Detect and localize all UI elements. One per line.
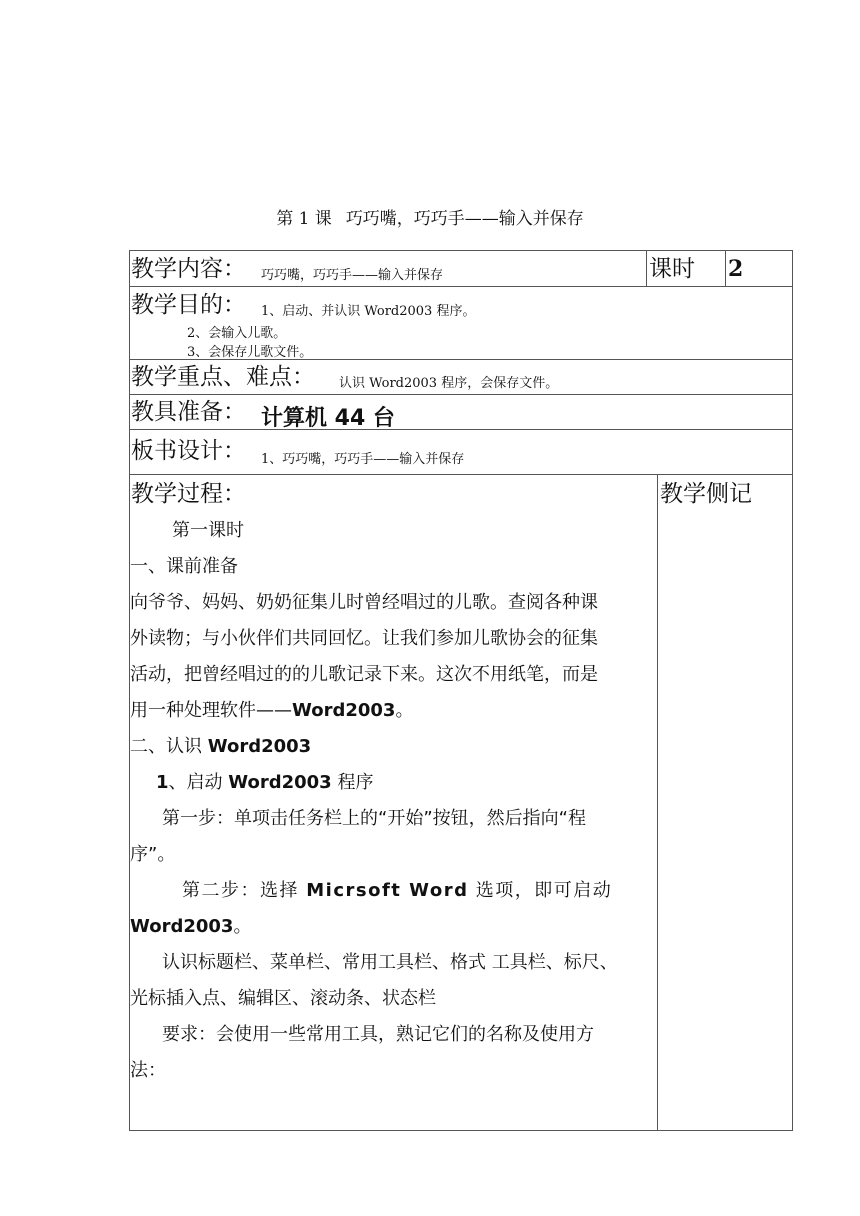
objectives-label: 教学目的： <box>131 292 246 318</box>
equipment-row <box>130 395 792 430</box>
objective-item: 3、会保存儿歌文件。 <box>187 345 313 360</box>
process-label: 教学过程： <box>131 481 246 507</box>
text-run: 用一种处理软件—— <box>130 700 292 721</box>
equipment-label: 教具准备： <box>131 399 246 425</box>
paragraph-line: 认识标题栏、菜单栏、常用工具栏、格式 工具栏、标尺、 <box>162 952 618 973</box>
side-notes-label: 教学侧记 <box>660 481 752 507</box>
lesson-title <box>0 204 860 229</box>
key-points-label: 教学重点、难点： <box>131 364 315 390</box>
objective-item: 2、会输入儿歌。 <box>187 326 287 341</box>
content-value: 巧巧嘴，巧巧手——输入并保存 <box>261 268 444 283</box>
paragraph-line: 向爷爷、妈妈、奶奶征集儿时曾经唱过的儿歌。查阅各种课 <box>130 592 598 613</box>
objective-item: 1、启动、并认识 Word2003 程序。 <box>261 304 476 319</box>
paragraph-line <box>130 693 657 729</box>
text-run: 第二步：选择 <box>182 880 307 901</box>
paragraph-line: 法： <box>130 1060 166 1081</box>
text-run: Word2003 <box>228 772 332 793</box>
key-points-value: 认识 Word2003 程序，会保存文件。 <box>339 376 559 391</box>
text-run: Word2003 <box>207 736 312 757</box>
hours-value: 2 <box>728 256 744 282</box>
section-heading <box>130 729 657 765</box>
section-heading: 一、课前准备 <box>130 556 238 577</box>
paragraph-line: 序”。 <box>130 844 176 865</box>
divider <box>725 251 726 286</box>
lesson-name: 巧巧嘴，巧巧手——输入并保存 <box>345 209 584 229</box>
paragraph-line <box>130 873 657 909</box>
objectives-row <box>130 287 792 360</box>
process-body <box>130 513 657 1089</box>
paragraph-line: 活动，把曾经唱过的的儿歌记录下来。这次不用纸笔，而是 <box>130 664 598 685</box>
text-run: 1 <box>156 772 169 793</box>
text-run: Micrsoft Word <box>306 880 469 901</box>
text-run: 选项，即可启动 <box>468 880 613 901</box>
process-row <box>130 475 792 1130</box>
text-run: Word2003 <box>130 916 234 937</box>
paragraph-line: 光标插入点、编辑区、滚动条、状态栏 <box>130 988 436 1009</box>
paragraph-line: 第一步：单项击任务栏上的“开始”按钮，然后指向“程 <box>162 808 586 829</box>
equipment-value: 计算机 44 台 <box>261 406 395 431</box>
paragraph-line <box>130 909 657 945</box>
text-run: 。 <box>395 700 414 721</box>
key-points-row <box>130 360 792 395</box>
paragraph-line: 要求：会使用一些常用工具，熟记它们的名称及使用方 <box>162 1024 594 1045</box>
content-row <box>130 251 792 287</box>
text-run: 二、认识 <box>130 736 208 757</box>
text-run: 程序 <box>331 772 374 793</box>
divider <box>646 251 647 286</box>
text-run: 。 <box>233 916 252 937</box>
board-value: 1、巧巧嘴，巧巧手——输入并保存 <box>261 452 465 467</box>
board-label: 板书设计： <box>131 438 246 464</box>
paragraph-line: 外读物；与小伙伴们共同回忆。让我们参加儿歌协会的征集 <box>130 628 598 649</box>
lesson-number: 第 1 课 <box>276 209 332 229</box>
text-run: 、启动 <box>168 772 229 793</box>
lesson-plan-table <box>129 250 793 1131</box>
content-label: 教学内容： <box>131 256 246 282</box>
session-heading: 第一课时 <box>172 520 244 541</box>
hours-label: 课时 <box>649 256 695 282</box>
board-row <box>130 430 792 475</box>
divider <box>657 475 658 1130</box>
subsection-heading <box>130 765 657 801</box>
text-run: Word2003 <box>292 700 396 721</box>
